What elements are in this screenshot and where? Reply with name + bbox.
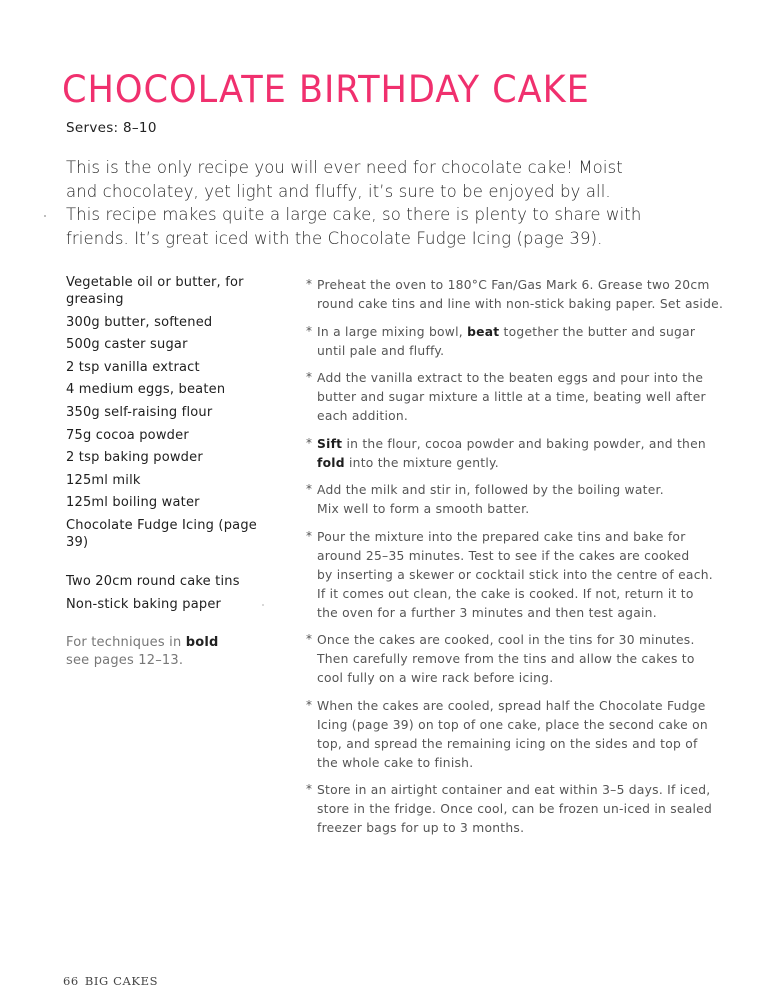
step-text: in the flour, cocoa powder and baking powder, and then bbox=[342, 436, 706, 451]
method-step bbox=[306, 528, 746, 623]
step-line: by inserting a skewer or cocktail stick into the centre of each. bbox=[317, 567, 713, 582]
equipment-list bbox=[66, 573, 286, 619]
step-line: the oven for a further 3 minutes and then test again. bbox=[317, 605, 657, 620]
page-footer bbox=[63, 974, 158, 988]
step-line: Add the vanilla extract to the beaten eggs and pour into the bbox=[317, 371, 704, 385]
ingredient-item: 125ml boiling water bbox=[66, 495, 200, 511]
step-line: each addition. bbox=[317, 409, 409, 423]
intro-paragraph bbox=[66, 156, 726, 250]
note-prefix: For techniques in bbox=[66, 635, 186, 650]
step-line: Mix well to form a smooth batter. bbox=[317, 502, 530, 516]
step-line: top, and spread the remaining icing on the sides and top of bbox=[317, 736, 698, 751]
ingredient-item: 350g self-raising flour bbox=[66, 404, 213, 420]
step-line: Store in an airtight container and eat within 3–5 days. If iced, bbox=[317, 783, 711, 797]
ingredient-item: 4 medium eggs, beaten bbox=[66, 382, 226, 398]
step-line: around 25–35 minutes. Test to see if the cakes are cooked bbox=[317, 548, 690, 563]
bullet-asterisk-icon: * bbox=[306, 697, 313, 712]
bullet-asterisk-icon: * bbox=[306, 528, 313, 543]
method-steps bbox=[306, 276, 746, 847]
page-number: 66 bbox=[63, 974, 79, 988]
step-line: If it comes out clean, the cake is cooked. If not, return it to bbox=[317, 586, 694, 601]
step-line: the whole cake to finish. bbox=[317, 755, 474, 770]
step-line bbox=[317, 323, 746, 342]
intro-line: and chocolatey, yet light and fluffy, it’s sure to be enjoyed by all. bbox=[66, 181, 611, 201]
method-step bbox=[306, 369, 746, 426]
technique-bold: Sift bbox=[317, 436, 343, 451]
ingredient-item: 75g cocoa powder bbox=[66, 427, 189, 443]
intro-line: This recipe makes quite a large cake, so there is plenty to share with bbox=[66, 205, 642, 224]
bullet-asterisk-icon: * bbox=[306, 277, 313, 291]
techniques-note bbox=[66, 634, 266, 670]
bullet-asterisk-icon: * bbox=[306, 782, 313, 796]
serves-label: Serves: 8–10 bbox=[66, 120, 157, 136]
technique-bold: beat bbox=[467, 324, 500, 339]
step-text: into the mixture gently. bbox=[344, 455, 499, 470]
ingredients-list bbox=[66, 274, 276, 557]
equipment-item: Non-stick baking paper bbox=[66, 597, 222, 612]
method-step bbox=[306, 781, 746, 838]
method-step bbox=[306, 323, 746, 361]
intro-line: friends. It’s great iced with the Chocolate Fudge Icing (page 39). bbox=[66, 228, 603, 248]
method-step bbox=[306, 276, 746, 314]
equipment-item: Two 20cm round cake tins bbox=[66, 574, 240, 589]
bullet-asterisk-icon: * bbox=[306, 435, 313, 450]
step-line: butter and sugar mixture a little at a time, beating well after bbox=[317, 390, 706, 404]
step-line: Pour the mixture into the prepared cake tins and bake for bbox=[317, 529, 686, 544]
method-step bbox=[306, 435, 746, 473]
bullet-asterisk-icon: * bbox=[306, 632, 313, 646]
bullet-asterisk-icon: * bbox=[306, 482, 313, 496]
technique-bold: fold bbox=[317, 455, 345, 470]
method-step bbox=[306, 697, 746, 773]
step-line bbox=[317, 435, 746, 454]
step-line bbox=[317, 454, 746, 473]
intro-line: This is the only recipe you will ever need for chocolate cake! Moist bbox=[66, 158, 623, 177]
step-line: Add the milk and stir in, followed by the boiling water. bbox=[317, 483, 664, 497]
bullet-asterisk-icon: * bbox=[306, 370, 313, 384]
ingredient-item: 2 tsp vanilla extract bbox=[66, 359, 200, 375]
step-line: Preheat the oven to 180°C Fan/Gas Mark 6. Grease two 20cm bbox=[317, 278, 710, 292]
page-speck bbox=[262, 604, 264, 606]
ingredient-item: 2 tsp baking powder bbox=[66, 450, 203, 466]
ingredient-item: Vegetable oil or butter, for greasing bbox=[66, 275, 244, 307]
bullet-asterisk-icon: * bbox=[306, 323, 313, 338]
step-line: cool fully on a wire rack before icing. bbox=[317, 671, 554, 685]
ingredient-item: 500g caster sugar bbox=[66, 337, 188, 353]
page-speck bbox=[44, 215, 46, 217]
step-line: store in the fridge. Once cool, can be frozen un-iced in sealed bbox=[317, 802, 713, 816]
step-text: together the butter and sugar bbox=[499, 324, 696, 339]
step-line: Then carefully remove from the tins and allow the cakes to bbox=[317, 652, 695, 666]
ingredient-item: Chocolate Fudge Icing (page 39) bbox=[66, 517, 257, 550]
method-step bbox=[306, 631, 746, 688]
ingredient-item: 300g butter, softened bbox=[66, 314, 213, 330]
recipe-title: CHOCOLATE BIRTHDAY CAKE bbox=[62, 68, 590, 111]
section-name: BIG CAKES bbox=[84, 974, 159, 988]
step-line: Icing (page 39) on top of one cake, place the second cake on bbox=[317, 717, 708, 732]
step-line: Once the cakes are cooked, cool in the tins for 30 minutes. bbox=[317, 633, 695, 647]
method-step bbox=[306, 481, 746, 519]
step-line: until pale and fluffy. bbox=[317, 343, 445, 358]
step-line: When the cakes are cooled, spread half the Chocolate Fudge bbox=[317, 698, 706, 713]
step-line: round cake tins and line with non-stick baking paper. Set aside. bbox=[317, 297, 724, 311]
note-bold: bold bbox=[185, 635, 219, 650]
note-suffix: see pages 12–13. bbox=[66, 653, 184, 668]
ingredient-item: 125ml milk bbox=[66, 472, 141, 488]
step-line: freezer bags for up to 3 months. bbox=[317, 821, 525, 835]
step-text: In a large mixing bowl, bbox=[317, 324, 468, 339]
